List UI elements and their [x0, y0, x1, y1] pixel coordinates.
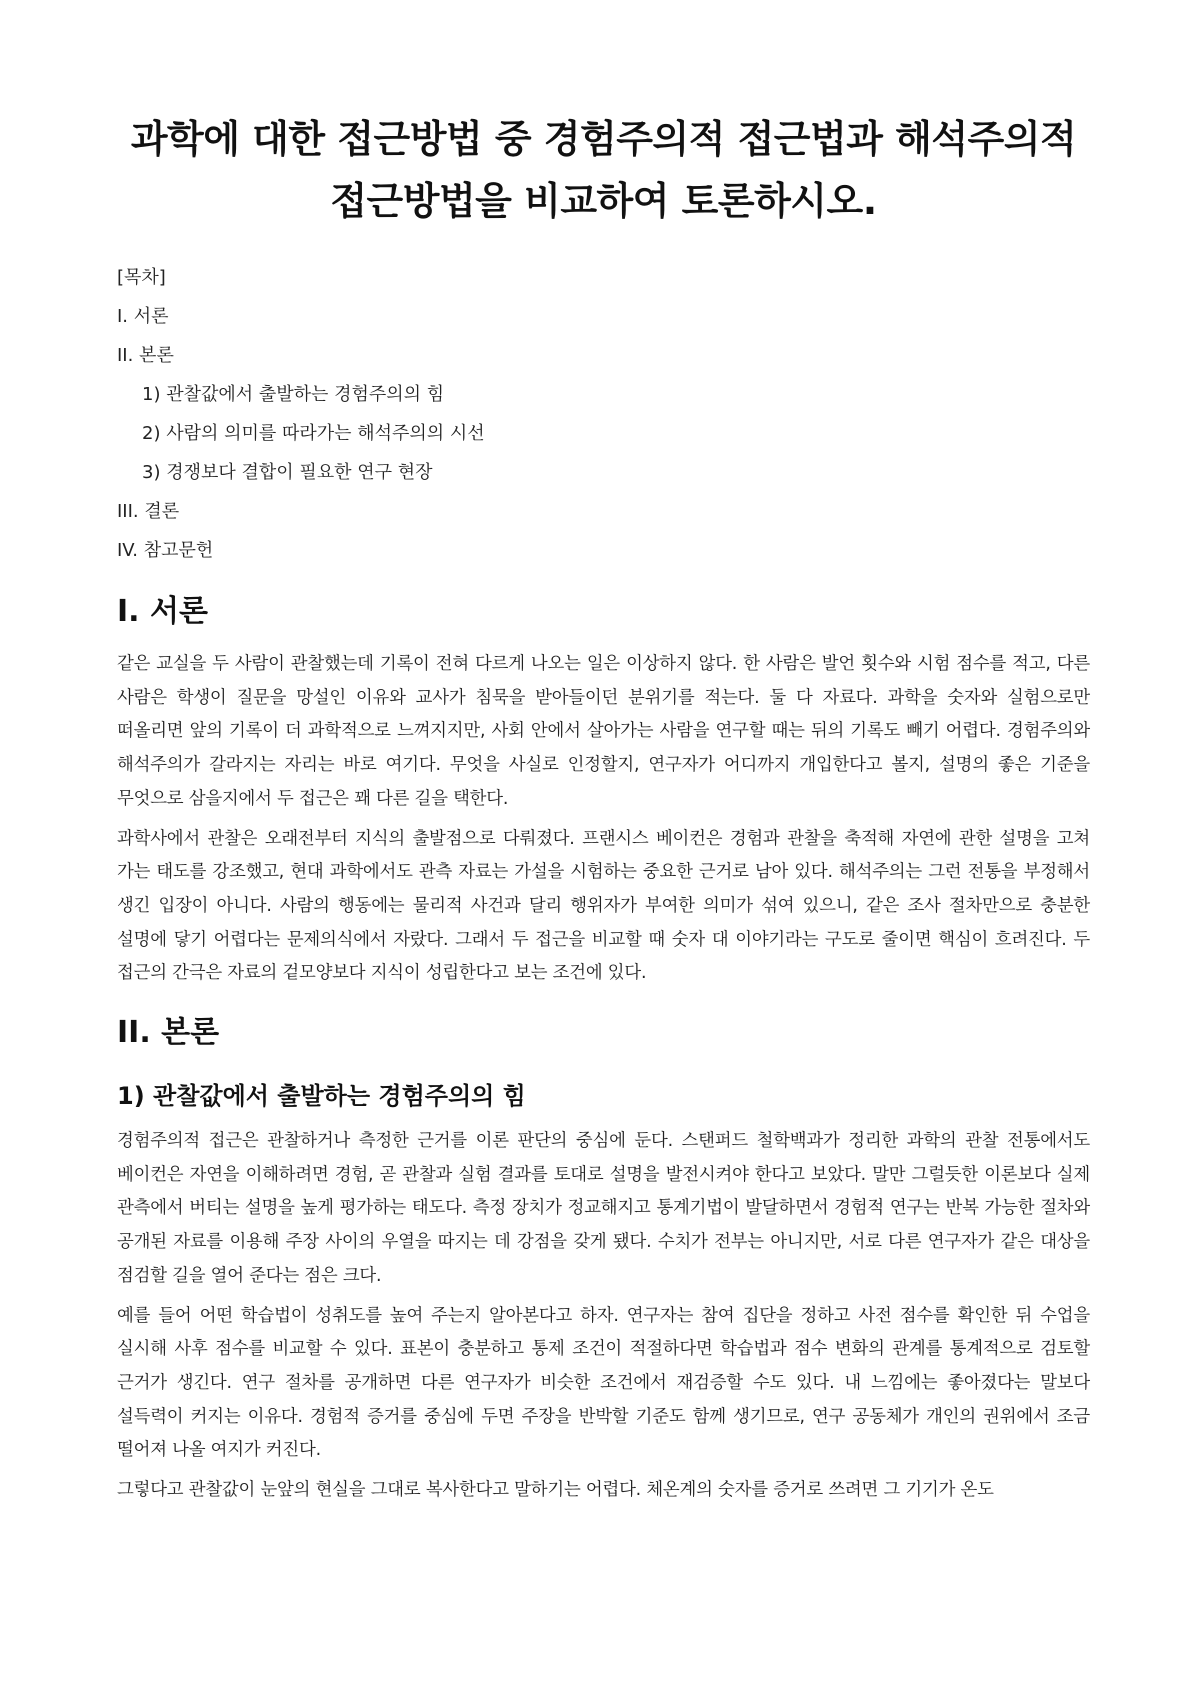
body-paragraph: 그렇다고 관찰값이 눈앞의 현실을 그대로 복사한다고 말하기는 어렵다. 체온계의 숫자를 증거로 쓰려면 그 기기가 온도	[117, 1480, 994, 1501]
toc-label: [목차]	[117, 267, 166, 288]
body-paragraph: 예를 들어 어떤 학습법이 성취도를 높여 주는지 알아본다고 하자. 연구자는 참여 집단을 정하고 사전 점수를 확인한 뒤 수업을 실시해 사후 점수를 비교할 수 있다. 표본이 충분하고 통제 조건이 적절하다면 학습법과 점수 변화의 관계를 통계적으로 검토할 근거가 생긴다. 연구 절차를 공개하면 다른 연구자가 비슷한 조건에서 재검증할 수도 있다. 내 느낌에는 좋아졌다는 말보다 설득력이 커지는 이유다. 경험적 증거를 중심에 두면 주장을 반박할 기준도 함께 생기므로, 연구 공동체가 개인의 권위에서 조금 떨어져 나올 여지가 커진다.	[117, 1305, 1090, 1461]
intro-paragraph: 과학사에서 관찰은 오래전부터 지식의 출발점으로 다뤄졌다. 프랜시스 베이컨은 경험과 관찰을 축적해 자연에 관한 설명을 고쳐 가는 태도를 강조했고, 현대 과학에서도 관측 자료는 가설을 시험하는 중요한 근거로 남아 있다. 해석주의는 그런 전통을 부정해서 생긴 입장이 아니다. 사람의 행동에는 물리적 사건과 달리 행위자가 부여한 의미가 섞여 있으니, 같은 조사 절차만으로 충분한 설명에 닿기 어렵다는 문제의식에서 자랐다. 그래서 두 접근을 비교할 때 숫자 대 이야기라는 구도로 줄이면 핵심이 흐려진다. 두 접근의 간극은 자료의 겉모양보다 지식이 성립한다고 보는 조건에 있다.	[117, 828, 1090, 984]
toc-subitem: 3) 경쟁보다 결합이 필요한 연구 현장	[142, 462, 433, 483]
document-title: 과학에 대한 접근방법 중 경험주의적 접근법과 해석주의적 접근방법을 비교하여 토론하시오.	[130, 117, 1077, 223]
section-heading-introduction: I. 서론	[117, 594, 208, 629]
toc-subitem: 2) 사람의 의미를 따라가는 해석주의의 시선	[142, 423, 485, 444]
toc-item: II. 본론	[117, 345, 174, 366]
section-heading-body: II. 본론	[117, 1015, 220, 1051]
table-of-contents	[117, 258, 1090, 570]
subsection-heading-empiricism: 1) 관찰값에서 출발하는 경험주의의 힘	[117, 1082, 526, 1111]
intro-paragraph: 같은 교실을 두 사람이 관찰했는데 기록이 전혀 다르게 나오는 일은 이상하지 않다. 한 사람은 발언 횟수와 시험 점수를 적고, 다른 사람은 학생이 질문을 망설인 이유와 교사가 침묵을 받아들이던 분위기를 적는다. 둘 다 자료다. 과학을 숫자와 실험으로만 떠올리면 앞의 기록이 더 과학적으로 느껴지지만, 사회 안에서 살아가는 사람을 연구할 때는 뒤의 기록도 빼기 어렵다. 경험주의와 해석주의가 갈라지는 자리는 바로 여기다. 무엇을 사실로 인정할지, 연구자가 어디까지 개입한다고 볼지, 설명의 좋은 기준을 무엇으로 삼을지에서 두 접근은 꽤 다른 길을 택한다.	[117, 654, 1090, 809]
toc-item: III. 결론	[117, 501, 180, 522]
toc-item: I. 서론	[117, 306, 169, 327]
toc-subitem: 1) 관찰값에서 출발하는 경험주의의 힘	[142, 384, 445, 405]
body-paragraph: 경험주의적 접근은 관찰하거나 측정한 근거를 이론 판단의 중심에 둔다. 스탠퍼드 철학백과가 정리한 과학의 관찰 전통에서도 베이컨은 자연을 이해하려면 경험, 곧 관찰과 실험 결과를 토대로 설명을 발전시켜야 한다고 보았다. 말만 그럴듯한 이론보다 실제 관측에서 버티는 설명을 높게 평가하는 태도다. 측정 장치가 정교해지고 통계기법이 발달하면서 경험적 연구는 반복 가능한 절차와 공개된 자료를 이용해 주장 사이의 우열을 따지는 데 강점을 갖게 됐다. 수치가 전부는 아니지만, 서로 다른 연구자가 같은 대상을 점검할 길을 열어 준다는 점은 크다.	[117, 1131, 1090, 1286]
toc-item: IV. 참고문헌	[117, 540, 214, 561]
